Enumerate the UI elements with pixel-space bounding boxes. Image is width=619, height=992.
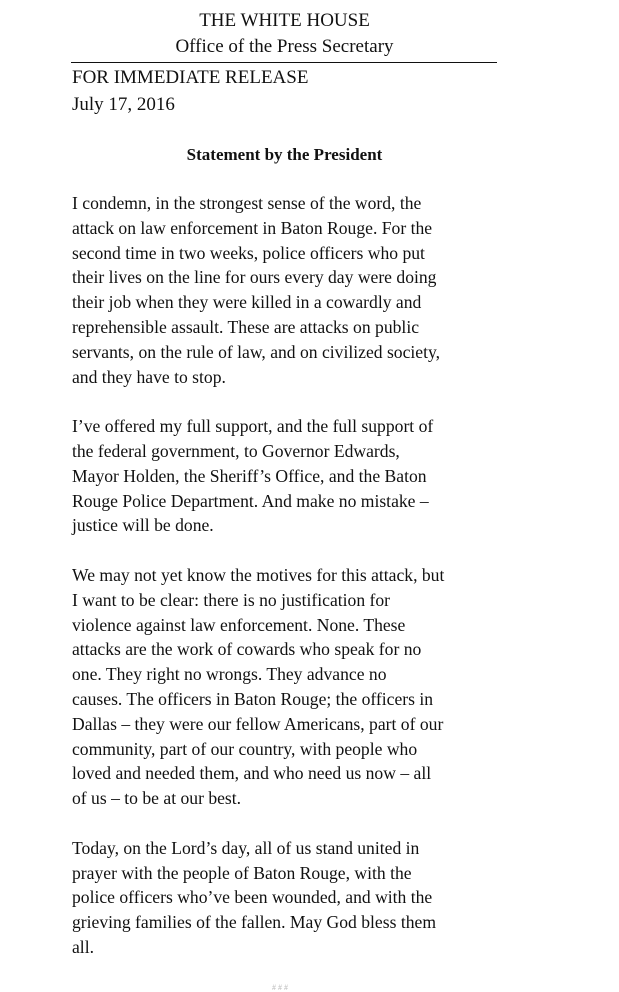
paragraph-line: Dallas – they were our fellow Americans, part of our [72, 713, 444, 734]
statement-body [72, 191, 502, 985]
paragraph-line: Today, on the Lord’s day, all of us stand united in [72, 837, 420, 858]
paragraph-line: one. They right no wrongs. They advance no [72, 664, 387, 685]
paragraph-line: community, part of our country, with people who [72, 738, 418, 759]
statement-paragraph [72, 414, 502, 538]
paragraph-line: Rouge Police Department. And make no mistake – [72, 490, 429, 511]
paragraph-line: causes. The officers in Baton Rouge; the officers in [72, 688, 434, 709]
paragraph-line: servants, on the rule of law, and on civilized society, [72, 341, 441, 362]
document-header [72, 8, 497, 60]
paragraph-line: the federal government, to Governor Edwards, [72, 440, 400, 461]
release-block [72, 64, 308, 118]
paragraph-line: We may not yet know the motives for this attack, but [72, 564, 445, 585]
paragraph-line: attack on law enforcement in Baton Rouge. For the [72, 217, 433, 238]
header-office: Office of the Press Secretary [175, 36, 394, 57]
paragraph-line: reprehensible assault. These are attacks on public [72, 316, 420, 337]
paragraph-line: second time in two weeks, police officers who put [72, 242, 425, 263]
paragraph-line: I’ve offered my full support, and the full support of [72, 416, 434, 437]
paragraph-line: I condemn, in the strongest sense of the word, the [72, 193, 422, 213]
statement-title: Statement by the President [186, 145, 383, 164]
statement-paragraph [72, 563, 502, 811]
paragraph-line: police officers who’ve been wounded, and with the [72, 887, 433, 908]
end-mark: ### [272, 983, 290, 992]
header-divider [71, 62, 497, 63]
paragraph-line: their job when they were killed in a cowardly and [72, 292, 422, 313]
paragraph-line: prayer with the people of Baton Rouge, with the [72, 862, 412, 883]
paragraph-line: and they have to stop. [72, 366, 226, 387]
statement-paragraph [72, 836, 502, 960]
paragraph-line: attacks are the work of cowards who speak for no [72, 639, 422, 660]
release-label: FOR IMMEDIATE RELEASE [72, 67, 309, 88]
statement-paragraph [72, 191, 502, 389]
paragraph-line: of us – to be at our best. [72, 788, 242, 809]
paragraph-line: grieving families of the fallen. May God bless them [72, 912, 437, 933]
paragraph-line: loved and needed them, and who need us now – all [72, 763, 432, 784]
paragraph-line: justice will be done. [72, 515, 214, 536]
paragraph-line: violence against law enforcement. None. These [72, 614, 406, 635]
header-org: THE WHITE HOUSE [199, 10, 370, 31]
paragraph-line: their lives on the line for ours every day were doing [72, 267, 437, 288]
release-date: July 17, 2016 [72, 94, 175, 115]
paragraph-line: all. [72, 936, 94, 957]
paragraph-line: I want to be clear: there is no justification for [72, 589, 391, 610]
paragraph-line: Mayor Holden, the Sheriff’s Office, and the Baton [72, 465, 427, 486]
